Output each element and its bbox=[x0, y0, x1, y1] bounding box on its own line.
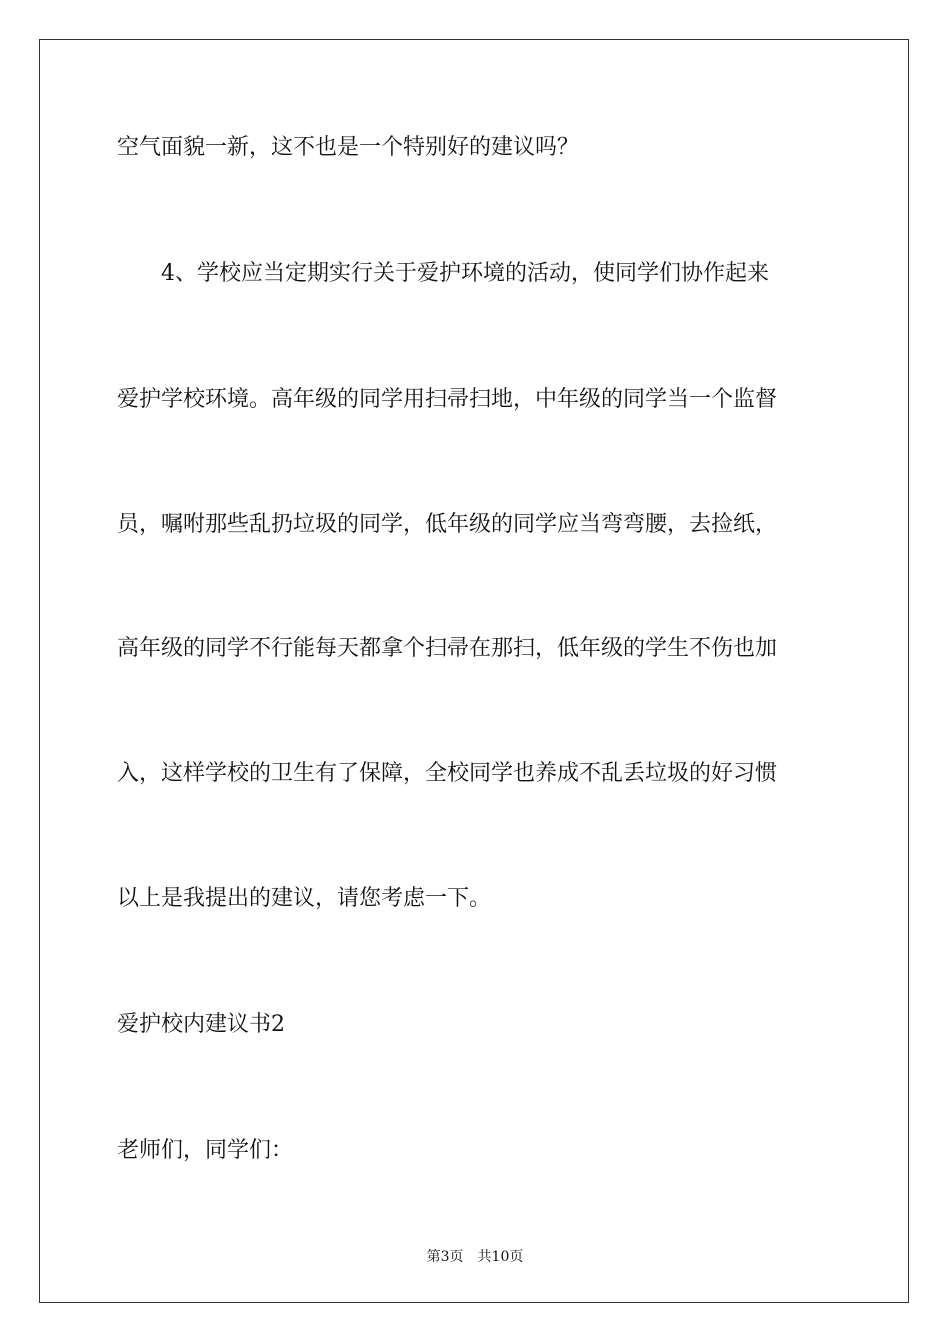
paragraph-line: 入，这样学校的卫生有了保障，全校同学也养成不乱丢垃圾的好习惯 bbox=[117, 761, 778, 786]
paragraph-line: 高年级的同学不行能每天都拿个扫帚在那扫，低年级的学生不伤也加 bbox=[117, 636, 778, 661]
paragraph-line: 4、学校应当定期实行关于爱护环境的活动，使同学们协作起来 bbox=[161, 261, 769, 286]
paragraph-line: 爱护学校环境。高年级的同学用扫帚扫地，中年级的同学当一个监督 bbox=[117, 387, 778, 412]
salutation-line: 老师们，同学们： bbox=[117, 1138, 294, 1163]
paragraph-line: 员，嘱咐那些乱扔垃圾的同学，低年级的同学应当弯弯腰，去捡纸， bbox=[117, 512, 778, 537]
page-border bbox=[39, 39, 909, 1303]
paragraph-line: 空气面貌一新，这不也是一个特别好的建议吗？ bbox=[117, 135, 580, 160]
paragraph-line: 以上是我提出的建议，请您考虑一下。 bbox=[117, 886, 492, 911]
page-number-footer: 第3页 共10页 bbox=[426, 1249, 524, 1265]
section-heading: 爱护校内建议书2 bbox=[117, 1012, 285, 1037]
